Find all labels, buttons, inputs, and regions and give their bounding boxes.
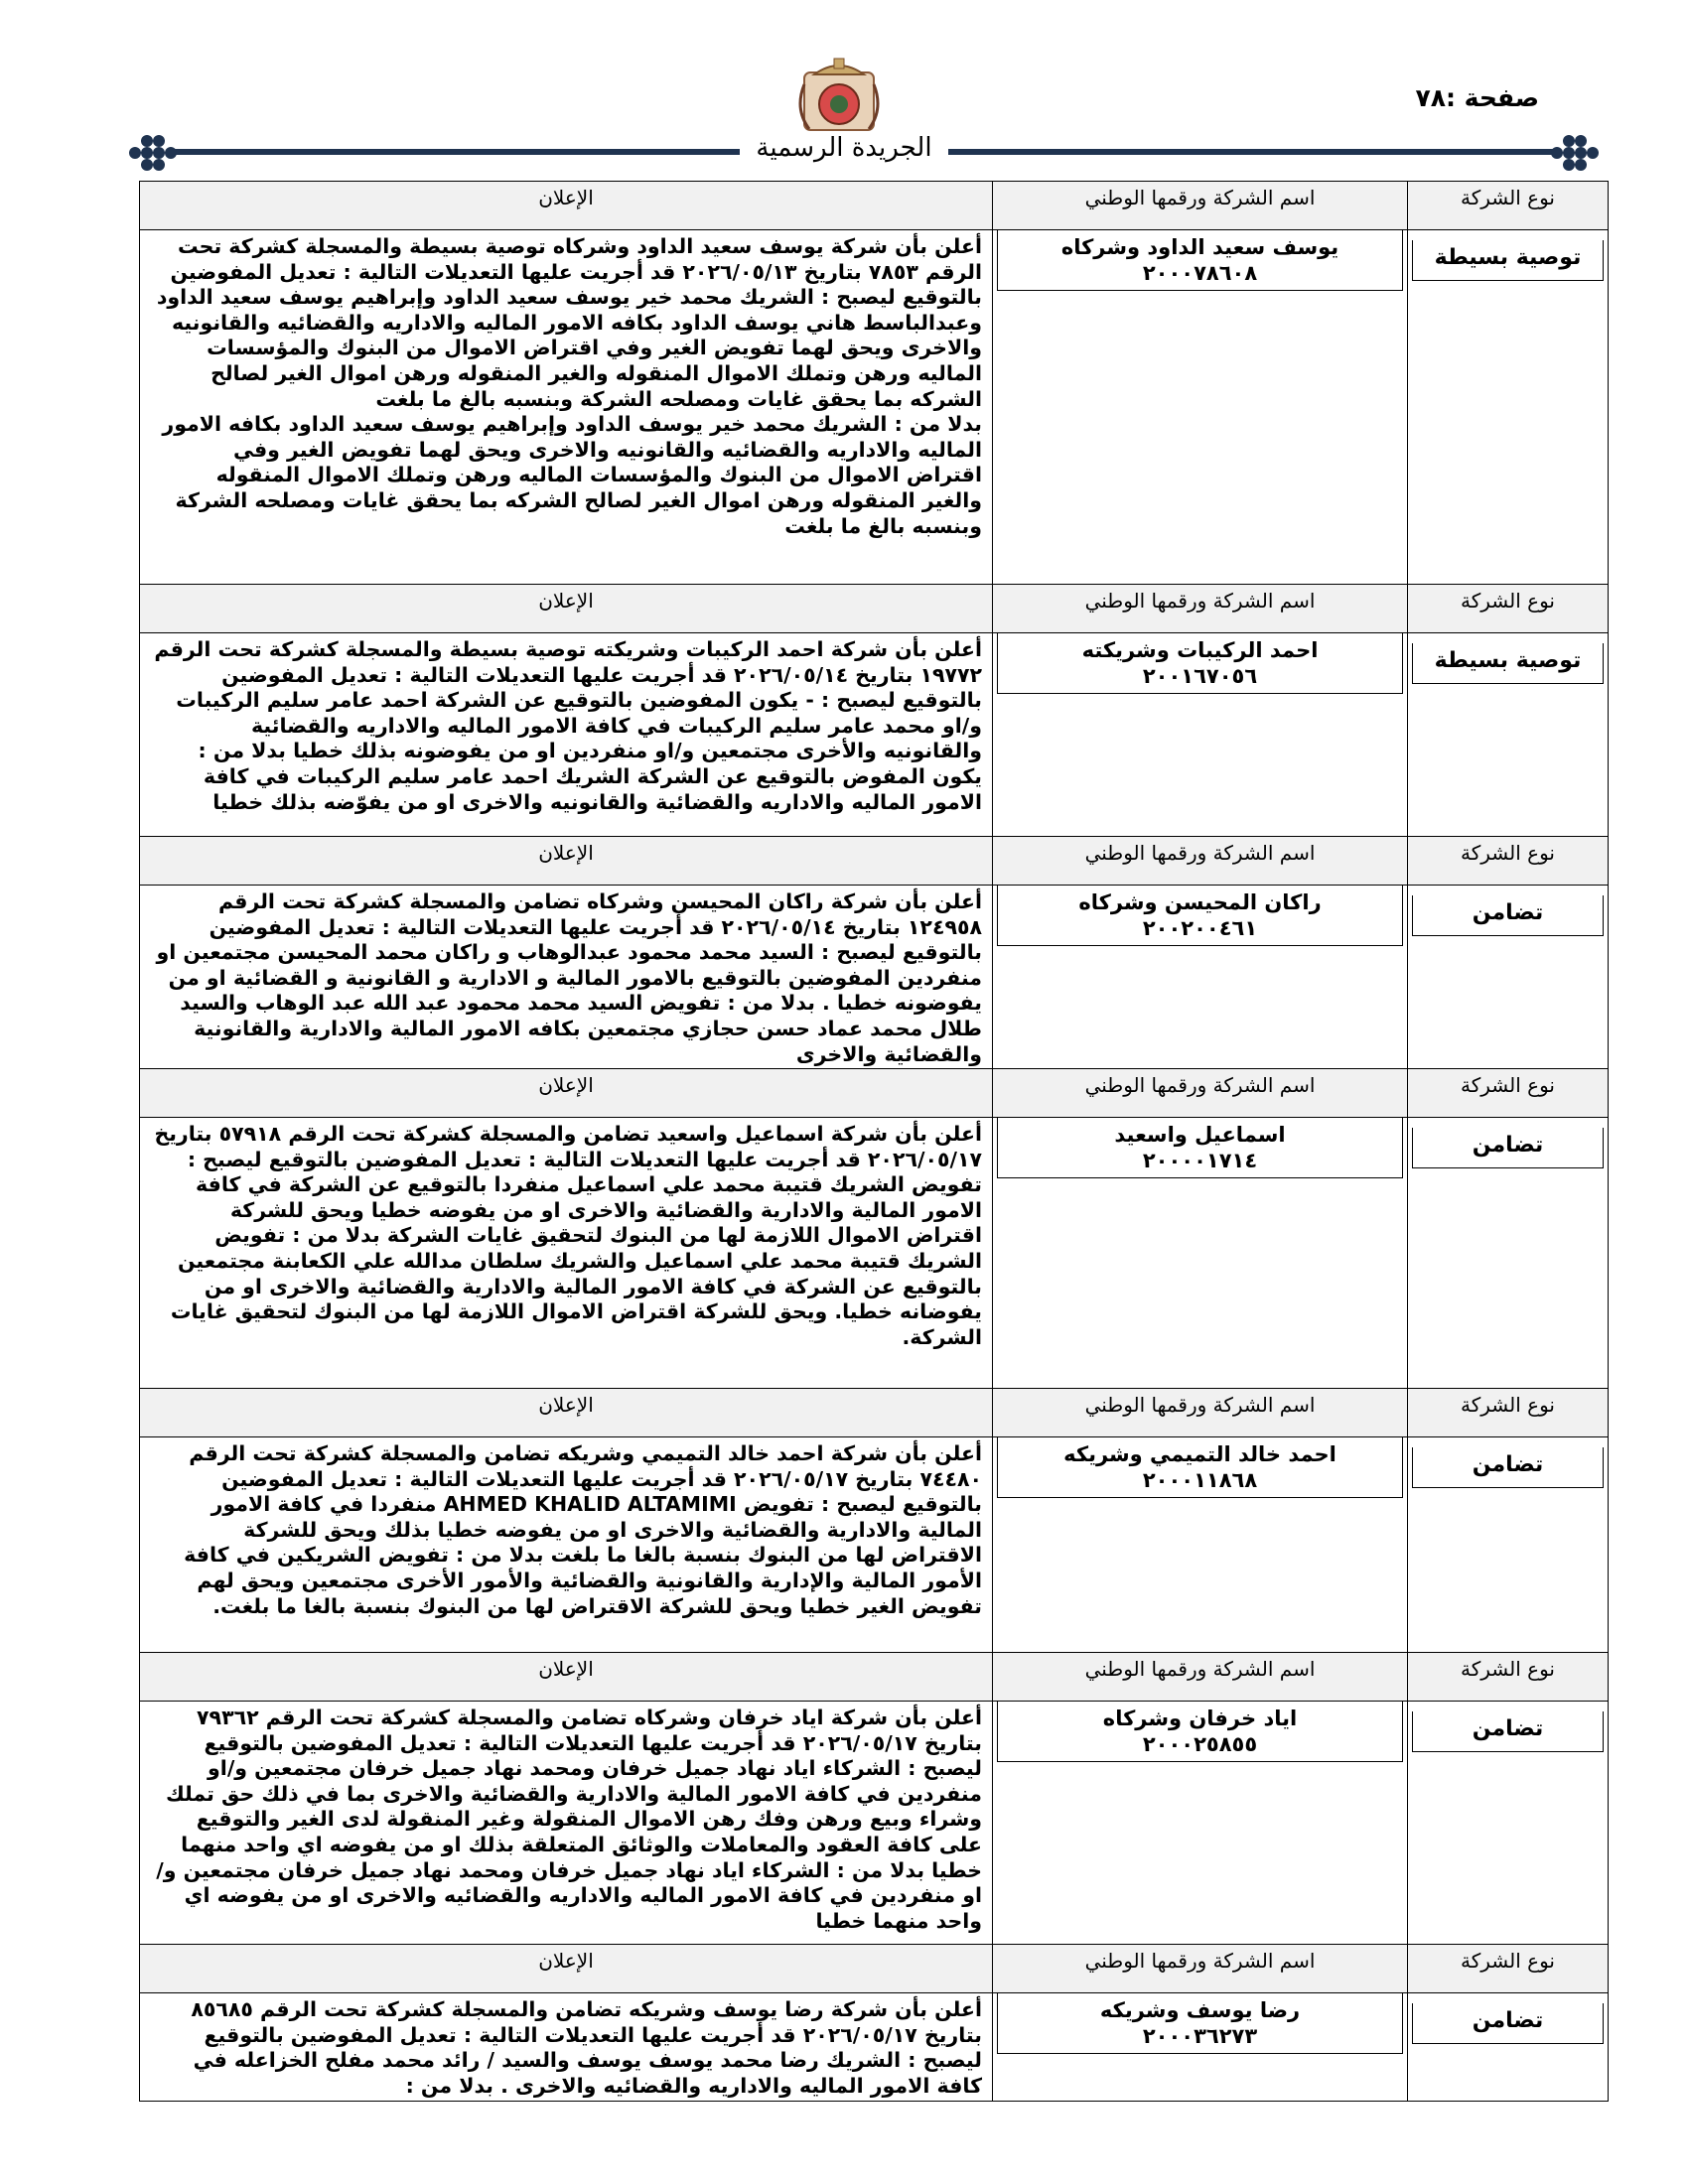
company-name	[992, 1993, 1407, 2101]
header-company-type: نوع الشركة	[1407, 182, 1608, 229]
header-announcement: الإعلان	[538, 186, 594, 209]
company-name	[992, 230, 1407, 584]
company-name-text: اسماعيل واسعيد	[1114, 1123, 1286, 1147]
table-row	[140, 885, 1608, 1068]
table-row	[140, 229, 1608, 584]
company-name	[992, 1702, 1407, 1944]
header-company-type: نوع الشركة	[1407, 1389, 1608, 1436]
table-row	[140, 1117, 1608, 1388]
header-company-name: اسم الشركة ورقمها الوطني	[992, 1945, 1407, 1992]
announcement-text	[140, 633, 992, 836]
company-national-no: ٢٠٠٠٧٨٦٠٨	[1142, 261, 1258, 285]
table-row	[140, 1701, 1608, 1944]
header-announcement: الإعلان	[538, 1073, 594, 1097]
company-name	[992, 886, 1407, 1068]
company-type: تضامن	[1407, 1118, 1608, 1388]
company-type: توصية بسيطة	[1407, 633, 1608, 836]
announcement-paragraph: أعلن بأن شركة راكان المحيسن وشركاه تضامن والمسجلة كشركة تحت الرقم ١٢٤٩٥٨ بتاريخ ٢٠٢٦/٠٥/١٤ قد أجريت عليها التعديلات التالية : تعديل المفوضين بالتوقيع ليصبح : السيد محمد محمود عبدالوهاب و راكان محمد المحيسن مجتمعين او منفردين المفوضين بالتوقيع بالامور المالية و الادارية و القانونية و القضائية او من يفوضونه خطيا . بدلا من : تفويض السيد محمد محمود عبد الله عبد الوهاب والسيد طلال محمد عماد حسن حجازي مجتمعين بكافه الامور المالية والادارية والقانونية والقضائية والاخرى	[156, 889, 982, 1066]
table-header	[140, 181, 1608, 229]
header-announcement: الإعلان	[538, 1657, 594, 1681]
company-name-text: اياد خرفان وشركاه	[1102, 1706, 1298, 1730]
table-row	[140, 1992, 1608, 2101]
company-type: توصية بسيطة	[1407, 230, 1608, 584]
header-announcement: الإعلان	[538, 841, 594, 865]
company-type: تضامن	[1407, 1993, 1608, 2101]
announcement-paragraph: أعلن بأن شركة اسماعيل واسعيد تضامن والمسجلة كشركة تحت الرقم ٥٧٩١٨ بتاريخ ٢٠٢٦/٠٥/١٧ قد أجريت عليها التعديلات التالية : تعديل المفوضين بالتوقيع ليصبح : تفويض الشريك قتيبة محمد علي اسماعيل منفردا بالتوقيع عن الشركة في كافة الامور المالية والادارية والقضائية والاخرى او من يفوضه خطيا ويحق للشركة اقتراض الاموال اللازمة لها من البنوك لتحقيق غايات الشركة بدلا من : تفويض الشريك قتيبة محمد علي اسماعيل والشريك سلطان مدالله علي الكعابنة مجتمعين بالتوقيع عن الشركة في كافة الامور المالية والادارية والقضائية والاخرى او من يفوضانه خطيا. ويحق للشركة اقتراض الاموال اللازمة لها من البنوك لتحقيق غايات الشركة.	[154, 1122, 982, 1349]
company-national-no: ٢٠٠٠٠١٧١٤	[1142, 1149, 1258, 1172]
company-name-text: احمد الركيبات وشريكته	[1081, 638, 1319, 662]
company-type: تضامن	[1407, 1702, 1608, 1944]
company-type: تضامن	[1407, 886, 1608, 1068]
company-national-no: ٢٠٠١٦٧٠٥٦	[1142, 664, 1258, 688]
header-company-type: نوع الشركة	[1407, 1069, 1608, 1117]
header-company-type: نوع الشركة	[1407, 837, 1608, 885]
table-header	[140, 836, 1608, 885]
company-national-no: ٢٠٠٠٣٦٢٧٣	[1142, 2024, 1258, 2048]
company-name-text: احمد خالد التميمي وشريكه	[1063, 1442, 1336, 1466]
table-header	[140, 1388, 1608, 1436]
table-header	[140, 1068, 1608, 1117]
table-header	[140, 584, 1608, 632]
company-national-no: ٢٠٠٠٢٥٨٥٥	[1142, 1732, 1258, 1756]
announcement-text	[140, 886, 992, 1068]
company-name-text: رضا يوسف وشريكه	[1099, 1998, 1301, 2022]
announcement-text	[140, 1118, 992, 1388]
announcement-text	[140, 1437, 992, 1652]
header-company-name: اسم الشركة ورقمها الوطني	[992, 182, 1407, 229]
header-company-type: نوع الشركة	[1407, 1945, 1608, 1992]
company-name	[992, 1118, 1407, 1388]
header-company-name: اسم الشركة ورقمها الوطني	[992, 1653, 1407, 1701]
header-company-name: اسم الشركة ورقمها الوطني	[992, 837, 1407, 885]
announcement-paragraph: بدلا من : الشريك محمد خير يوسف الداود وإبراهيم يوسف سعيد الداود بكافه الامور الماليه والاداريه والقضائيه والقانونيه والاخرى ويحق لهما تفويض الغير وفي اقتراض الاموال من البنوك والمؤسسات الماليه ورهن وتملك الاموال المنقوله والغير المنقوله ورهن اموال الغير لصالح الشركه بما يحقق غايات ومصلحه الشركة وبنسبه بالغ ما بلغت	[162, 412, 982, 538]
company-name-text: يوسف سعيد الداود وشركاه	[1060, 235, 1339, 259]
announcement-paragraph: أعلن بأن شركة يوسف سعيد الداود وشركاه توصية بسيطة والمسجلة كشركة تحت الرقم ٧٨٥٣ بتاريخ ٢٠٢٦/٠٥/١٣ قد أجريت عليها التعديلات التالية : تعديل المفوضين بالتوقيع ليصبح : الشريك محمد خير يوسف سعيد الداود وإبراهيم يوسف سعيد الداود وعبدالباسط هاني يوسف الداود بكافه الامور الماليه والاداريه والقضائيه والقانونيه والاخرى ويحق لهما تفويض الغير وفي اقتراض الاموال من البنوك والمؤسسات الماليه ورهن وتملك الاموال المنقوله والغير المنقوله ورهن اموال الغير لصالح الشركه بما يحقق غايات ومصلحه الشركة وبنسبه بالغ ما بلغت	[156, 234, 982, 411]
coat-of-arms-emblem	[784, 55, 894, 134]
table-header	[140, 1652, 1608, 1701]
header-company-type: نوع الشركة	[1407, 585, 1608, 632]
header-company-name: اسم الشركة ورقمها الوطني	[992, 1389, 1407, 1436]
announcement-paragraph: أعلن بأن شركة احمد الركيبات وشريكته توصية بسيطة والمسجلة كشركة تحت الرقم ١٩٧٧٢ بتاريخ ٢٠٢٦/٠٥/١٤ قد أجريت عليها التعديلات التالية : تعديل المفوضين بالتوقيع ليصبح : - يكون المفوضين بالتوقيع عن الشركة احمد عامر سليم الركيبات و/او محمد عامر سليم الركيبات في كافة الامور الماليه والاداريه والقضائية والقانونيه والأخرى مجتمعين و/او منفردين او من يفوضونه بذلك خطيا بدلا من : يكون المفوض بالتوقيع عن الشركة الشريك احمد عامر سليم الركيبات في كافة الامور الماليه والاداريه والقضائية والقانونيه والاخرى او من يفوّضه بذلك خطيا	[154, 637, 982, 814]
gazette-title: الجريدة الرسمية	[740, 133, 948, 163]
company-name	[992, 633, 1407, 836]
header-announcement: الإعلان	[538, 1393, 594, 1417]
announcement-text	[140, 1993, 992, 2101]
company-national-no: ٢٠٠٠١١٨٦٨	[1142, 1468, 1258, 1492]
page-number: صفحة :٧٨	[1415, 83, 1539, 112]
header-company-type: نوع الشركة	[1407, 1653, 1608, 1701]
latin-name: AHMED KHALID ALTAMIMI	[443, 1492, 737, 1517]
announcement-text	[140, 1702, 992, 1944]
header-announcement: الإعلان	[538, 1949, 594, 1973]
announcement-paragraph: أعلن بأن شركة احمد خالد التميمي وشريكه تضامن والمسجلة كشركة تحت الرقم ٧٤٤٨٠ بتاريخ ٢٠٢٦/٠٥/١٧ قد أجريت عليها التعديلات التالية : تعديل المفوضين بالتوقيع ليصبح : تفويض AHMED KHALID ALTAMIMI منفردا في كافة الامور المالية والادارية والقضائية والاخرى او من يفوضه خطيا بذلك ويحق للشركة الاقتراض لها من البنوك بنسبة بالغا ما بلغت بدلا من : تفويض الشريكين في كافة الأمور المالية والإدارية والقانونية والقضائية والأمور الأخرى مجتمعين ويحق لهم تفويض الغير خطيا ويحق للشركة الاقتراض لها من البنوك بنسبة بالغا ما بلغت.	[184, 1441, 982, 1618]
announcement-paragraph: أعلن بأن شركة رضا يوسف وشريكه تضامن والمسجلة كشركة تحت الرقم ٨٥٦٨٥ بتاريخ ٢٠٢٦/٠٥/١٧ قد أجريت عليها التعديلات التالية : تعديل المفوضين بالتوقيع ليصبح : الشريك رضا محمد يوسف يوسف والسيد / رائد محمد مفلح الخزاعله في كافة الامور الماليه والاداريه والقضائيه والاخرى . بدلا من :	[191, 1997, 982, 2098]
header-announcement: الإعلان	[538, 589, 594, 613]
header-company-name: اسم الشركة ورقمها الوطني	[992, 1069, 1407, 1117]
announcements-table	[139, 181, 1609, 2102]
table-row	[140, 1436, 1608, 1652]
company-name	[992, 1437, 1407, 1652]
announcement-paragraph: أعلن بأن شركة اياد خرفان وشركاه تضامن والمسجلة كشركة تحت الرقم ٧٩٣٦٢ بتاريخ ٢٠٢٦/٠٥/١٧ قد أجريت عليها التعديلات التالية : تعديل المفوضين بالتوقيع ليصبح : الشركاء اياد نهاد جميل خرفان ومحمد نهاد جميل خرفان مجتمعين و/او منفردين في كافة الامور المالية والادارية والقضائية والاخرى بما في ذلك حق تملك وشراء وبيع ورهن وفك رهن الاموال المنقولة وغير المنقولة لدى الغير والتوقيع على كافة العقود والمعاملات والوثائق المتعلقة بذلك او من يفوضه اي واحد منهما خطيا بدلا من : الشركاء اياد نهاد جميل خرفان ومحمد نهاد جميل خرفان مجتمعين و/او منفردين في كافة الامور الماليه والاداريه والقضائيه والاخرى او من يفوضه اي واحد منهما خطيا	[156, 1706, 982, 1933]
company-national-no: ٢٠٠٢٠٠٤٦١	[1142, 916, 1258, 940]
company-name-text: راكان المحيسن وشركاه	[1078, 890, 1322, 914]
table-header	[140, 1944, 1608, 1992]
table-row	[140, 632, 1608, 836]
announcement-text	[140, 230, 992, 584]
company-type: تضامن	[1407, 1437, 1608, 1652]
header-company-name: اسم الشركة ورقمها الوطني	[992, 585, 1407, 632]
